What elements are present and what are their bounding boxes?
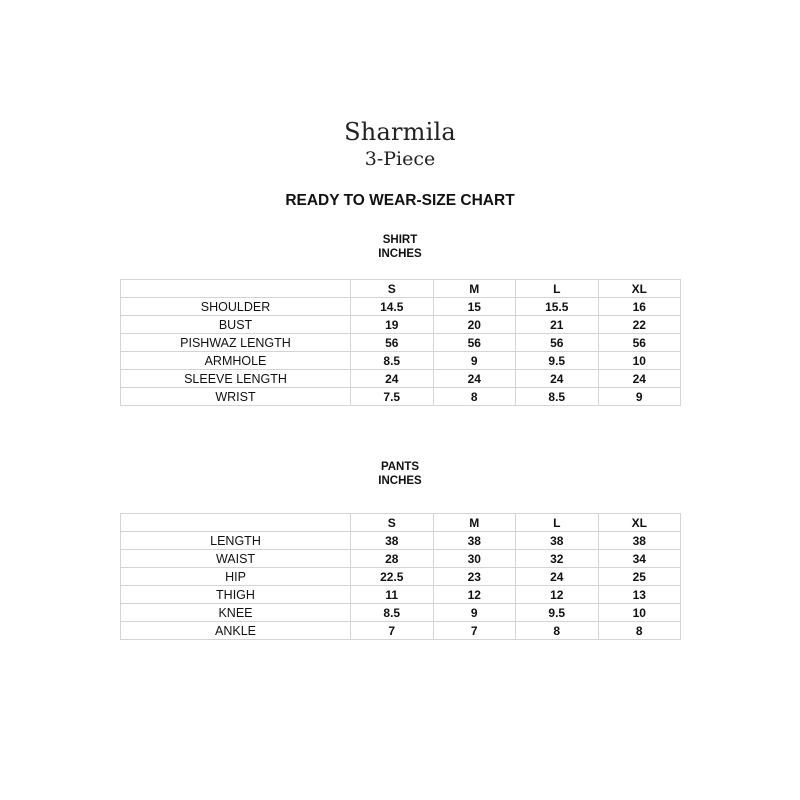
pants-header-xl: XL xyxy=(598,514,681,532)
pants-section-label xyxy=(0,460,800,488)
size-value: 14.5 xyxy=(351,298,434,316)
table-row xyxy=(121,532,681,550)
pants-header-s: S xyxy=(351,514,434,532)
size-value: 24 xyxy=(516,568,599,586)
size-value: 38 xyxy=(516,532,599,550)
size-value: 28 xyxy=(351,550,434,568)
pants-header-measure xyxy=(121,514,351,532)
measure-label: HIP xyxy=(121,568,351,586)
size-value: 9.5 xyxy=(516,604,599,622)
size-value: 24 xyxy=(433,370,516,388)
size-value: 24 xyxy=(598,370,681,388)
shirt-header-measure xyxy=(121,280,351,298)
table-row xyxy=(121,298,681,316)
size-value: 22 xyxy=(598,316,681,334)
measure-label: SHOULDER xyxy=(121,298,351,316)
size-value: 56 xyxy=(433,334,516,352)
shirt-unit: INCHES xyxy=(378,248,422,260)
measure-label: BUST xyxy=(121,316,351,334)
pants-size-table xyxy=(120,513,681,640)
size-value: 9.5 xyxy=(516,352,599,370)
pants-header-m: M xyxy=(433,514,516,532)
size-value: 34 xyxy=(598,550,681,568)
size-value: 8 xyxy=(598,622,681,640)
size-value: 8.5 xyxy=(516,388,599,406)
measure-label: THIGH xyxy=(121,586,351,604)
size-value: 8.5 xyxy=(351,604,434,622)
size-value: 56 xyxy=(351,334,434,352)
size-value: 7 xyxy=(351,622,434,640)
size-value: 38 xyxy=(598,532,681,550)
table-row xyxy=(121,568,681,586)
size-value: 11 xyxy=(351,586,434,604)
shirt-header-m: M xyxy=(433,280,516,298)
size-value: 9 xyxy=(433,352,516,370)
table-row xyxy=(121,334,681,352)
shirt-header-xl: XL xyxy=(598,280,681,298)
size-value: 8 xyxy=(516,622,599,640)
table-row xyxy=(121,388,681,406)
piece-subtitle: 3-Piece xyxy=(364,148,436,170)
size-value: 22.5 xyxy=(351,568,434,586)
size-value: 8.5 xyxy=(351,352,434,370)
size-value: 10 xyxy=(598,352,681,370)
size-value: 25 xyxy=(598,568,681,586)
pants-label: PANTS xyxy=(380,461,420,473)
size-value: 38 xyxy=(433,532,516,550)
size-value: 15 xyxy=(433,298,516,316)
size-value: 56 xyxy=(516,334,599,352)
shirt-header-l: L xyxy=(516,280,599,298)
shirt-size-table xyxy=(120,279,681,406)
measure-label: WAIST xyxy=(121,550,351,568)
size-value: 30 xyxy=(433,550,516,568)
measure-label: KNEE xyxy=(121,604,351,622)
size-value: 15.5 xyxy=(516,298,599,316)
size-value: 24 xyxy=(516,370,599,388)
table-row xyxy=(121,550,681,568)
size-value: 8 xyxy=(433,388,516,406)
size-value: 21 xyxy=(516,316,599,334)
shirt-header-row xyxy=(121,280,681,298)
size-value: 9 xyxy=(598,388,681,406)
table-row xyxy=(121,622,681,640)
pants-unit: INCHES xyxy=(378,475,422,487)
size-value: 13 xyxy=(598,586,681,604)
size-value: 24 xyxy=(351,370,434,388)
size-chart-title: READY TO WEAR-SIZE CHART xyxy=(285,192,515,209)
table-row xyxy=(121,316,681,334)
size-value: 7.5 xyxy=(351,388,434,406)
size-value: 10 xyxy=(598,604,681,622)
table-row xyxy=(121,352,681,370)
measure-label: PISHWAZ LENGTH xyxy=(121,334,351,352)
size-value: 23 xyxy=(433,568,516,586)
measure-label: WRIST xyxy=(121,388,351,406)
table-row xyxy=(121,586,681,604)
size-value: 19 xyxy=(351,316,434,334)
size-value: 12 xyxy=(433,586,516,604)
shirt-section-label xyxy=(0,233,800,261)
size-value: 56 xyxy=(598,334,681,352)
pants-header-row xyxy=(121,514,681,532)
size-value: 9 xyxy=(433,604,516,622)
table-row xyxy=(121,604,681,622)
pants-header-l: L xyxy=(516,514,599,532)
measure-label: ANKLE xyxy=(121,622,351,640)
size-value: 20 xyxy=(433,316,516,334)
shirt-header-s: S xyxy=(351,280,434,298)
measure-label: ARMHOLE xyxy=(121,352,351,370)
size-value: 38 xyxy=(351,532,434,550)
shirt-label: SHIRT xyxy=(382,234,418,246)
size-value: 7 xyxy=(433,622,516,640)
size-value: 32 xyxy=(516,550,599,568)
brand-name: Sharmila xyxy=(344,118,456,146)
measure-label: LENGTH xyxy=(121,532,351,550)
size-value: 12 xyxy=(516,586,599,604)
size-value: 16 xyxy=(598,298,681,316)
table-row xyxy=(121,370,681,388)
measure-label: SLEEVE LENGTH xyxy=(121,370,351,388)
